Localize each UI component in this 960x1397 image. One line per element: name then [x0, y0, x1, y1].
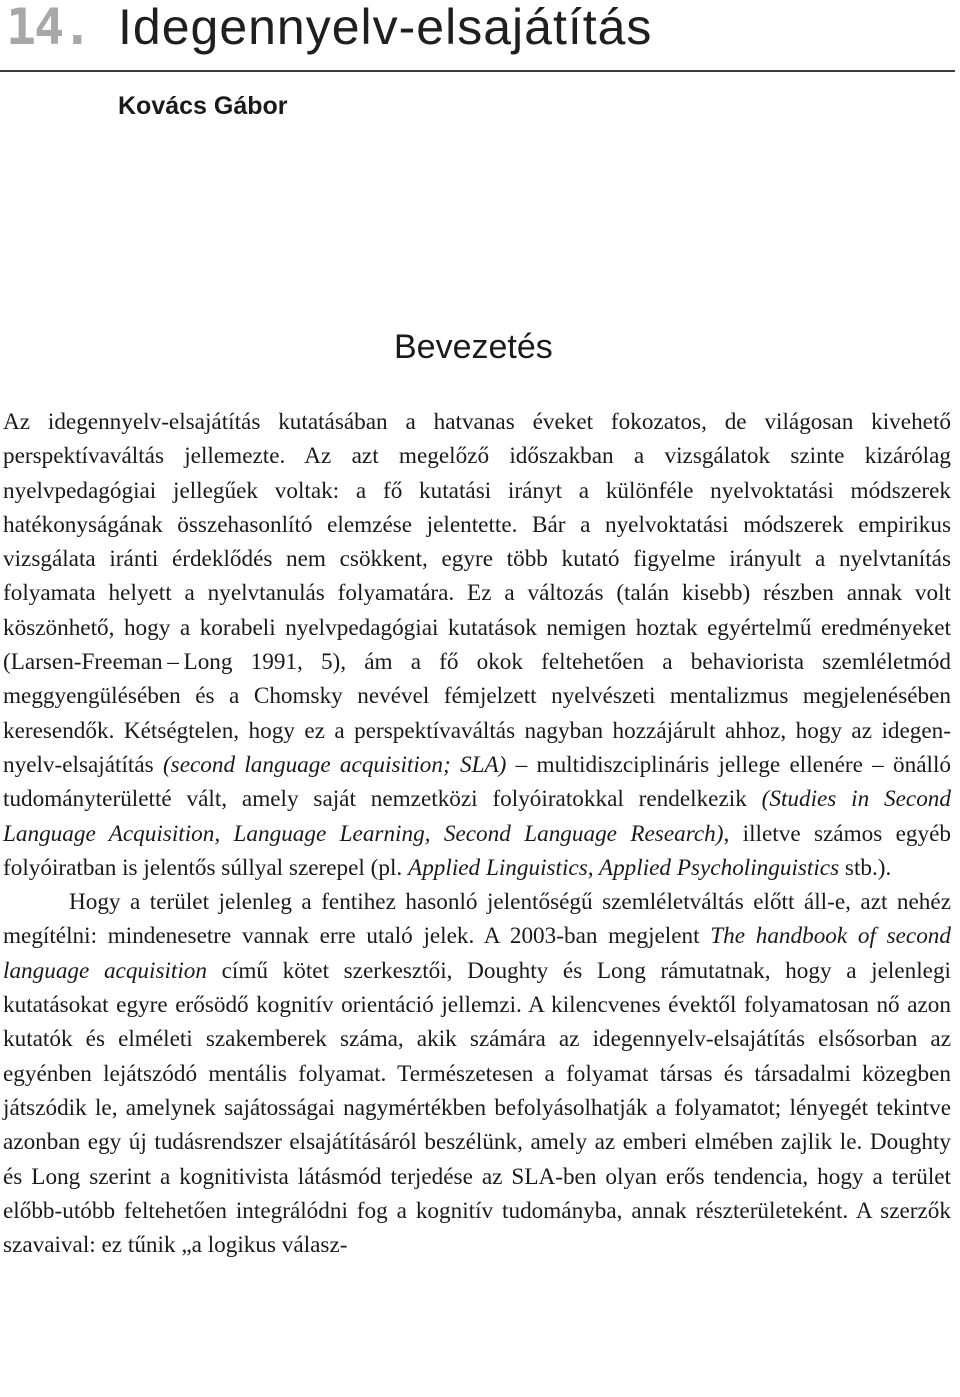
- text-run: – multidiszciplináris jellege ellenére – önálló tudományterületté vált, amely saját nemzetközi folyóiratokkal rendelkezik: [3, 751, 951, 813]
- paragraph: [3, 405, 951, 885]
- chapter-author: Kovács Gábor: [118, 92, 288, 120]
- text-run: , illetve számos egyéb folyóiratban is jelentős súllyal szerepel (pl.: [3, 820, 952, 881]
- section-heading: Bevezetés: [394, 328, 553, 366]
- paragraph: [3, 885, 951, 1262]
- text-run: című kötet szerkesztői, Doughty és Long rámutatnak, hogy a jelenlegi kutatásokat egyre erősödő kognitív orientáció jellemzi. A kilencvenes évektől folyamatosan nő azon kutatók és elméleti szakemberek száma, akik számára az idegennyelv-elsajátítás elsősorban az egyénben lejátszódó mentális folyamat. Természetesen a folyamat társas és társadalmi közegben játszódik le, amelynek sajátosságai nagymértékben befolyásolhatják a folyamatot; lényegét tekintve azonban egy új tudásrendszer elsajátításáról beszélünk, amely az emberi elmében zajlik le. Doughty és Long szerint a kognitivista látásmód terjedése az SLA-ben olyan erős tendencia, hogy a terület előbb-utóbb feltehetően integrálódni fog a kognitív tudományba, annak részterületeként. A szerzők szavaival: ez tűnik „a logikus válasz-: [3, 957, 951, 1259]
- text-run: stb.).: [839, 854, 892, 881]
- chapter-header: [0, 0, 960, 58]
- italic-text-run: The handbook of second language acquisition: [3, 923, 951, 984]
- header-rule: [0, 70, 955, 72]
- chapter-number: 14.: [6, 0, 91, 56]
- text-run: Az idegennyelv-elsajátítás kutatásában a hatvanas éveket fokozatos, de világosan kivehető perspektívaváltás jellemezte. Az azt megelőző időszakban a vizsgálatok szinte kizárólag nyelvpedagógiai jellegűek voltak: a fő kutatási irányt a különféle nyelvoktatási módszerek hatékonyságának összehasonlító elemzése jelentette. Bár a nyelvoktatási módszerek empirikus vizsgálata iránti érdeklődés nem csökkent, egyre több kutató figyelme irányult a nyelvtanítás folyamata helyett a nyelvtanulás folyamatára. Ez a változás (talán kisebb) részben annak volt köszönhető, hogy a korabeli nyelvpedagógiai kutatások nemigen hoztak egyértelmű eredményeket (Larsen-Freeman – Long 1991, 5), ám a fő okok feltehetően a behaviorista szemléletmód meggyengülésében és a Chomsky nevével fémjelzett nyelvészeti mentalizmus megjelenésében keresendők. Kétségtelen, hogy ez a perspektívaváltás nagyban hozzájárult ahhoz, hogy az idegennyelv-elsajátítás: [3, 409, 951, 778]
- body-text: [3, 405, 951, 1262]
- italic-text-run: (second language acquisition; SLA): [162, 751, 507, 778]
- italic-text-run: Applied Linguistics, Applied Psycholinguistics: [408, 854, 840, 881]
- text-run: Hogy a terület jelenleg a fentihez hasonló jelentőségű szemléletváltás előtt áll-e, azt nehéz megítélni: mindenesetre vannak erre utaló jelek. A 2003-ban megjelent: [3, 889, 951, 950]
- italic-text-run: (Studies in Second Language Acquisition, Language Learning, Second Language Research): [3, 786, 951, 847]
- chapter-title: Idegennyelv-elsajátítás: [118, 0, 653, 55]
